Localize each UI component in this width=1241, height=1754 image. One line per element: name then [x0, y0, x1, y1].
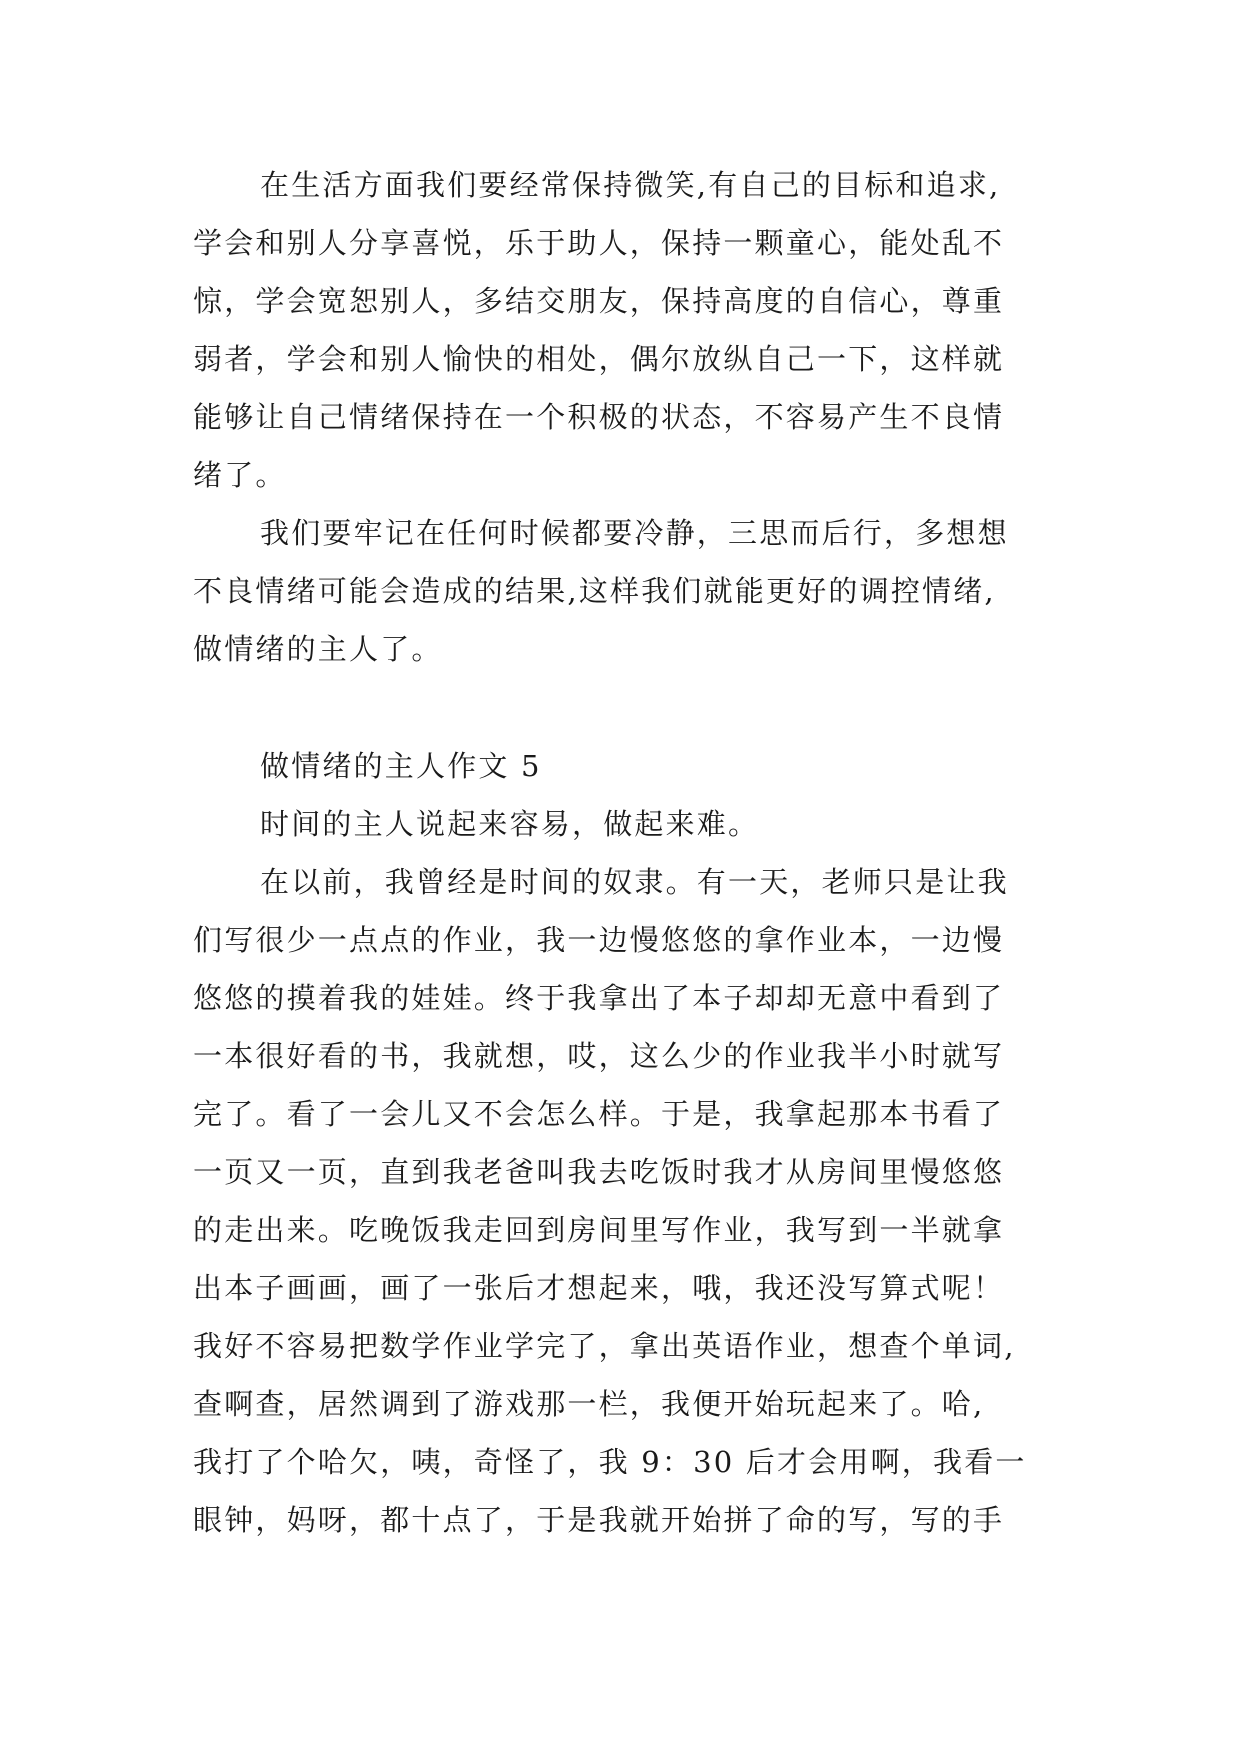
section-heading: 做情绪的主人作文 5 — [260, 749, 542, 783]
text-line: 绪了。 — [193, 458, 287, 492]
text-line: 做情绪的主人了。 — [193, 632, 443, 666]
text-line: 出本子画画，画了一张后才想起来，哦，我还没写算式呢！ — [193, 1271, 1005, 1305]
text-line: 查啊查，居然调到了游戏那一栏，我便开始玩起来了。哈, — [193, 1387, 985, 1421]
text-line: 我们要牢记在任何时候都要冷静，三思而后行，多想想 — [260, 516, 1009, 550]
text-line: 悠悠的摸着我的娃娃。终于我拿出了本子却却无意中看到了 — [193, 981, 1005, 1015]
text-line: 不良情绪可能会造成的结果,这样我们就能更好的调控情绪, — [193, 574, 996, 608]
text-line: 在生活方面我们要经常保持微笑,有自己的目标和追求, — [260, 168, 1001, 202]
text-line: 学会和别人分享喜悦，乐于助人，保持一颗童心，能处乱不 — [193, 226, 1005, 260]
text-line: 能够让自己情绪保持在一个积极的状态，不容易产生不良情 — [193, 400, 1005, 434]
text-line: 完了。看了一会儿又不会怎么样。于是，我拿起那本书看了 — [193, 1097, 1005, 1131]
text-line: 惊，学会宽恕别人，多结交朋友，保持高度的自信心，尊重 — [193, 284, 1005, 318]
text-line: 弱者，学会和别人愉快的相处，偶尔放纵自己一下，这样就 — [193, 342, 1005, 376]
text-line: 们写很少一点点的作业，我一边慢悠悠的拿作业本，一边慢 — [193, 923, 1005, 957]
text-line: 我打了个哈欠，咦，奇怪了，我 9：30 后才会用啊，我看一 — [193, 1445, 1027, 1479]
text-line: 眼钟，妈呀，都十点了，于是我就开始拼了命的写，写的手 — [193, 1503, 1005, 1537]
text-line: 一本很好看的书，我就想，哎，这么少的作业我半小时就写 — [193, 1039, 1005, 1073]
text-line: 我好不容易把数学作业学完了，拿出英语作业，想查个单词, — [193, 1329, 1016, 1363]
text-line: 的走出来。吃晚饭我走回到房间里写作业，我写到一半就拿 — [193, 1213, 1005, 1247]
text-line: 时间的主人说起来容易，做起来难。 — [260, 807, 760, 841]
text-line: 在以前，我曾经是时间的奴隶。有一天，老师只是让我 — [260, 865, 1009, 899]
text-line: 一页又一页，直到我老爸叫我去吃饭时我才从房间里慢悠悠 — [193, 1155, 1005, 1189]
